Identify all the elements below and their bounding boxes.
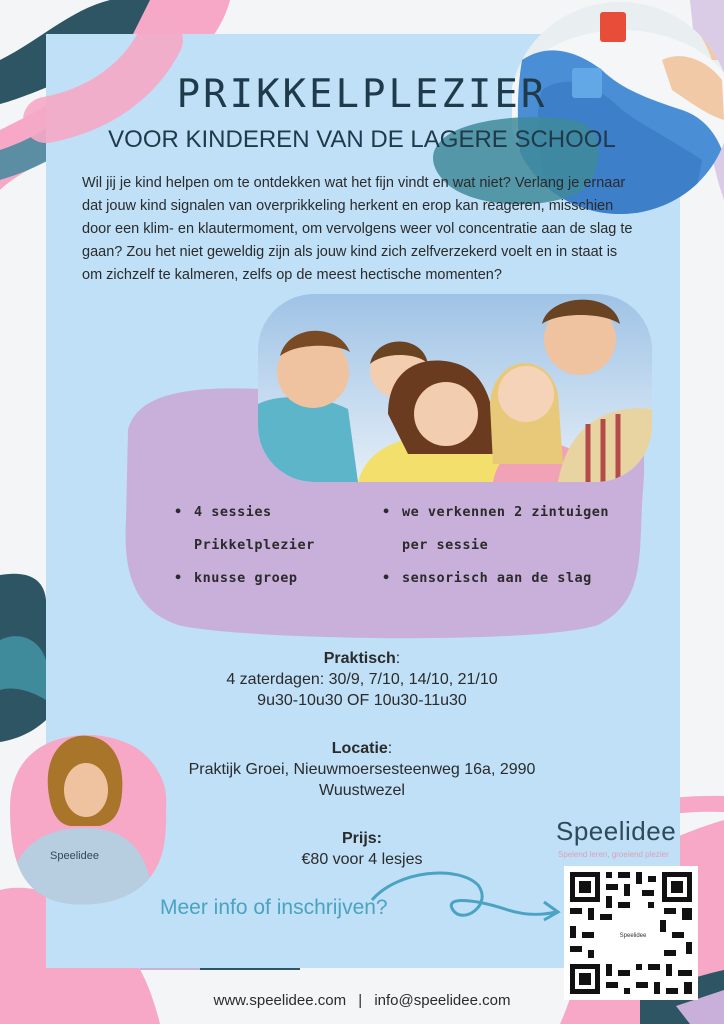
qr-code[interactable] (564, 866, 698, 1000)
praktisch-times: 9u30-10u30 OF 10u30-11u30 (257, 692, 467, 709)
bullet-text: knusse groep (194, 570, 298, 586)
bullet-text: we verkennen 2 zintuigen per sessie (402, 504, 610, 553)
host-portrait-photo (0, 728, 170, 908)
locatie-section: Locatie: Praktijk Groei, Nieuwmoersesteenweg 16a, 2990 Wuustwezel (0, 738, 724, 801)
footer-separator: | (358, 992, 363, 1009)
brand-tagline: Spelend leren, groeiend plezier (558, 850, 669, 859)
intro-paragraph: Wil jij je kind helpen om te ontdekken wat het fijn vindt en wat niet? Verlang je ernaar dat jouw kind signalen van overprikkeling herkent en erop kan reageren, misschien door een klim- en klautermoment, om vervolgens weer vol concentratie aan de slag te gaan? Zou het niet geweldig zijn als jouw kind zich zelfverzekerd voelt en in staat is om zichzelf te kalmeren, zelfs op de meest hectische momenten? (82, 175, 633, 283)
arrow-icon (368, 860, 568, 940)
bullet-icon: • (382, 570, 391, 586)
praktisch-heading: Praktisch (323, 650, 396, 667)
page-subtitle: VOOR KINDEREN VAN DE LAGERE SCHOOL (108, 126, 616, 153)
footer-email-link[interactable]: info@speelidee.com (374, 992, 511, 1009)
bullet-icon: • (174, 570, 183, 586)
locatie-address-line1: Praktijk Groei, Nieuwmoersesteenweg 16a, 2990 (188, 761, 536, 778)
bullet-text: sensorisch aan de slag (402, 570, 592, 586)
page-title: PRIKKELPLEZIER (176, 72, 548, 117)
list-item (380, 562, 642, 595)
praktisch-section: Praktisch: 4 zaterdagen: 30/9, 7/10, 14/10, 21/10 9u30-10u30 OF 10u30-11u30 (0, 648, 724, 711)
praktisch-dates: 4 zaterdagen: 30/9, 7/10, 14/10, 21/10 (226, 671, 498, 688)
brand-logo-text: Speelidee (556, 816, 677, 846)
footer (0, 992, 724, 1009)
prijs-value: €80 voor 4 lesjes (301, 851, 423, 868)
locatie-address-line2: Wuustwezel (319, 782, 405, 799)
footer-website-link[interactable]: www.speelidee.com (213, 992, 347, 1009)
list-item (172, 496, 392, 562)
bullet-text: 4 sessies Prikkelplezier (194, 504, 315, 553)
cta-text: Meer info of inschrijven? (160, 896, 388, 919)
prijs-heading: Prijs: (341, 830, 382, 847)
list-item (380, 496, 642, 562)
hoodie-brand-label: Speelidee (50, 850, 99, 862)
children-group-photo (258, 294, 652, 482)
locatie-heading: Locatie (331, 740, 388, 757)
bullet-icon: • (174, 504, 183, 520)
bullet-icon: • (382, 504, 391, 520)
bullet-column-right (380, 496, 642, 595)
bullet-column-left (172, 496, 392, 595)
qr-center-logo: Speelidee (619, 933, 647, 939)
list-item (172, 562, 392, 595)
